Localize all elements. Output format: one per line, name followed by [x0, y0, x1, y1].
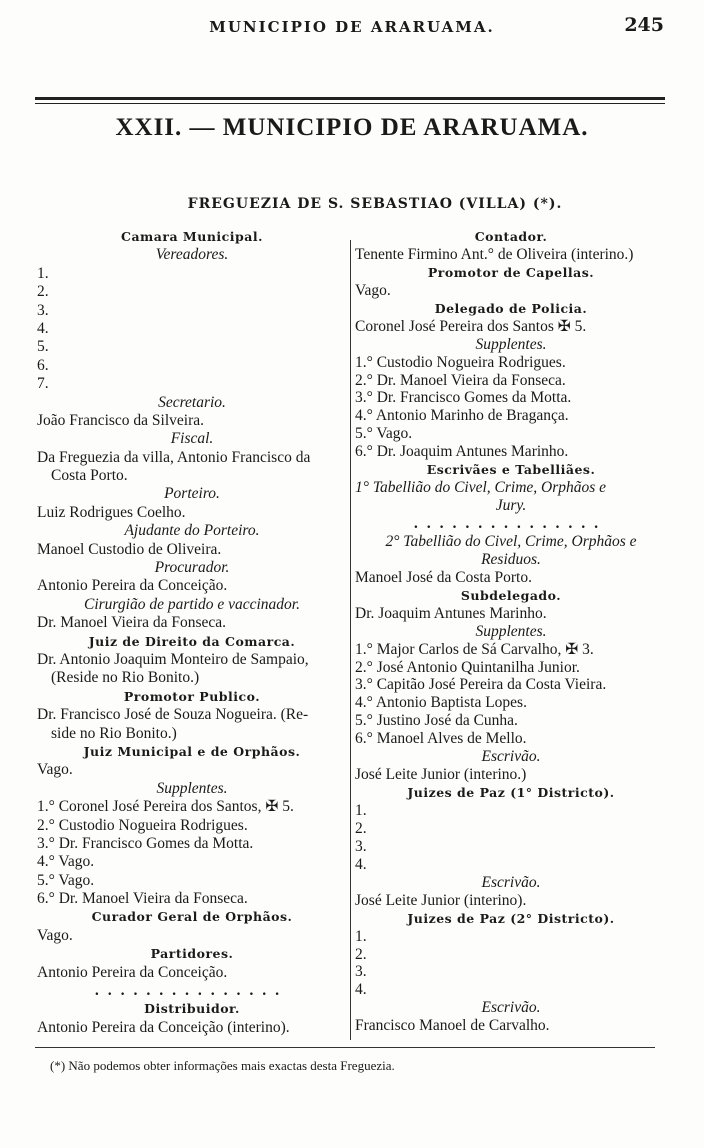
role-label: Supplentes. [475, 622, 547, 640]
entry-line: 2.° Custodio Nogueira Rodrigues. [37, 816, 248, 834]
entry-line: 3. [355, 837, 367, 855]
role-label: Supplentes. [156, 779, 228, 797]
entry-line: Luiz Rodrigues Coelho. [37, 503, 186, 521]
role-label: Ajudante do Porteiro. [124, 522, 260, 540]
section-heading: Juiz de Direito da Comarca. [88, 633, 296, 649]
entry-line: 6.° Manoel Alves de Mello. [355, 730, 527, 748]
entry-line: 6.° Dr. Joaquim Antunes Marinho. [355, 443, 569, 461]
section-heading: Escrivães e Tabelliães. [426, 462, 596, 478]
running-title: MUNICIPIO DE ARARUAMA. [209, 18, 495, 36]
entry-line: 1.° Custodio Nogueira Rodrigues. [355, 353, 566, 371]
entry-line: 6. [37, 356, 49, 374]
header-rule [35, 97, 665, 100]
section-heading: Subdelegado. [460, 587, 562, 603]
entry-line: Manoel Custodio de Oliveira. [37, 540, 222, 558]
entry-line: Dr. Manoel Vieira da Fonseca. [37, 614, 227, 632]
section-heading: Juiz Municipal e de Orphãos. [83, 743, 301, 759]
entry-line: Antonio Pereira da Conceição. [37, 577, 228, 595]
section-heading: Partidores. [150, 946, 234, 962]
entry-line: Antonio Pereira da Conceição. [37, 963, 228, 981]
left-column [37, 228, 347, 1037]
entry-line: Da Freguezia da villa, Antonio Francisco da [37, 448, 311, 466]
entry-line: 5. [37, 338, 49, 356]
entry-line: 1. [355, 927, 367, 945]
entry-line: 3. [37, 301, 49, 319]
entry-line: 3.° Dr. Francisco Gomes da Motta. [37, 834, 254, 852]
entry-line: 3. [355, 963, 367, 981]
role-label: Fiscal. [170, 430, 214, 448]
entry-line: Manoel José da Costa Porto. [355, 568, 532, 586]
section-heading: Camara Municipal. [121, 229, 263, 244]
entry-line: Tenente Firmino Ant.° de Oliveira (interino.) [355, 245, 634, 263]
role-label: Vereadores. [155, 246, 229, 264]
dotted-leader: ............... [414, 515, 608, 532]
footnote-rule [35, 1047, 655, 1048]
section-heading: Contador. [474, 229, 548, 244]
entry-line: 7. [37, 375, 49, 393]
role-label: Porteiro. [164, 485, 220, 503]
role-label: Escrivão. [481, 999, 541, 1017]
page-number: 245 [624, 14, 664, 36]
header-rule-thin [35, 103, 665, 104]
entry-line: 6.° Dr. Manoel Vieira da Fonseca. [37, 890, 248, 908]
entry-line: 2. [355, 819, 367, 837]
role-label: 1° Tabellião do Civel, Crime, Orphãos e [355, 479, 607, 497]
entry-line: João Francisco da Silveira. [37, 411, 205, 429]
entry-line: 4.° Antonio Baptista Lopes. [355, 694, 527, 712]
entry-line: 3.° Capitão José Pereira da Costa Vieira. [355, 676, 607, 694]
footnote: (*) Não podemos obter informações mais exactas desta Freguezia. [50, 1058, 395, 1073]
entry-line: 1.° Coronel José Pereira dos Santos, ✠ 5. [37, 798, 294, 816]
role-label: Escrivão. [481, 873, 541, 891]
section-heading: Distribuidor. [144, 1001, 240, 1017]
section-heading: Promotor de Capellas. [427, 264, 595, 280]
role-label: Escrivão. [481, 748, 541, 766]
entry-line: 5.° Vago. [355, 425, 413, 443]
entry-line: José Leite Junior (interino). [355, 891, 527, 909]
entry-line: Dr. Francisco José de Souza Nogueira. (Re- [37, 706, 309, 724]
role-label: Supplentes. [475, 335, 547, 353]
chapter-title: XXII. — MUNICIPIO DE ARARUAMA. [115, 114, 589, 141]
role-label: Cirurgião de partido e vaccinador. [84, 595, 300, 613]
entry-line: 1. [37, 264, 49, 282]
entry-continuation: (Reside no Rio Bonito.) [51, 669, 200, 687]
section-subtitle: FREGUEZIA DE S. SEBASTIAO (VILLA) (*). [187, 196, 563, 212]
entry-line: 4.° Antonio Marinho de Bragança. [355, 407, 569, 425]
entry-line: 2.° Dr. Manoel Vieira da Fonseca. [355, 371, 566, 389]
section-heading: Juizes de Paz (2° Districto). [407, 910, 615, 926]
entry-continuation: side no Rio Bonito.) [51, 724, 177, 742]
entry-line: Dr. Antonio Joaquim Monteiro de Sampaio, [37, 650, 309, 668]
role-label: Residuos. [481, 550, 541, 568]
entry-line: 3.° Dr. Francisco Gomes da Motta. [355, 389, 572, 407]
entry-line: 2. [355, 945, 367, 963]
section-heading: Juizes de Paz (1° Districto). [407, 785, 615, 801]
role-label: Procurador. [154, 559, 230, 577]
section-heading: Delegado de Policia. [434, 300, 588, 316]
entry-line: 5.° Vago. [37, 871, 95, 889]
entry-line: 5.° Justino José da Cunha. [355, 712, 518, 730]
entry-line: Antonio Pereira da Conceição (interino). [37, 1018, 290, 1036]
role-label: Secretario. [158, 393, 226, 411]
entry-line: 1. [355, 802, 367, 819]
entry-line: Coronel José Pereira dos Santos ✠ 5. [355, 317, 587, 335]
entry-line: 4. [37, 319, 49, 337]
entry-continuation: Costa Porto. [51, 467, 128, 485]
entry-line: 2. [37, 283, 49, 301]
entry-line: Vago. [37, 761, 73, 779]
entry-line: Vago. [37, 926, 73, 944]
entry-line: 4. [355, 981, 367, 999]
dotted-leader: ............... [95, 982, 289, 1000]
entry-line: 2.° José Antonio Quintanilha Junior. [355, 658, 580, 676]
right-column [355, 228, 667, 1035]
entry-line: Dr. Joaquim Antunes Marinho. [355, 604, 547, 622]
entry-line: Vago. [355, 281, 391, 299]
role-label: 2° Tabellião do Civel, Crime, Orphãos e [385, 532, 637, 550]
section-heading: Promotor Publico. [123, 688, 261, 704]
entry-line: 1.° Major Carlos de Sá Carvalho, ✠ 3. [355, 640, 594, 658]
entry-line: 4.° Vago. [37, 853, 95, 871]
entry-line: José Leite Junior (interino.) [355, 766, 527, 784]
role-label: Jury. [495, 497, 527, 515]
column-divider [350, 240, 351, 1040]
section-heading: Curador Geral de Orphãos. [91, 909, 293, 925]
entry-line: Francisco Manoel de Carvalho. [355, 1017, 550, 1035]
entry-line: 4. [355, 855, 367, 873]
